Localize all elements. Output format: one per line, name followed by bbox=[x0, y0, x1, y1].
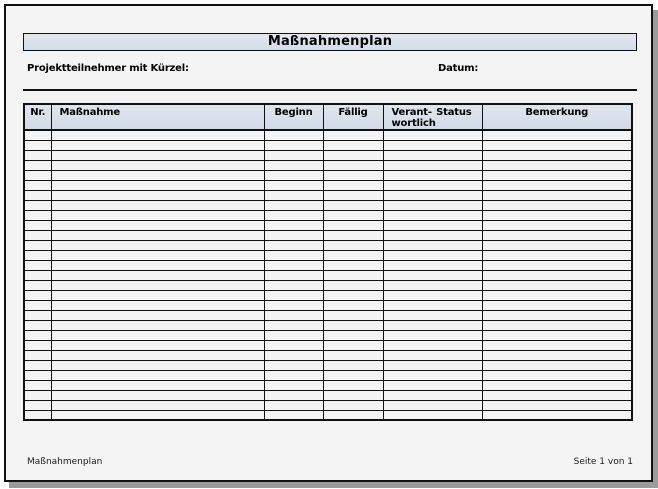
table-row bbox=[24, 380, 632, 390]
table-cell bbox=[24, 330, 51, 340]
table-cell bbox=[383, 320, 482, 330]
table-cell bbox=[24, 150, 51, 160]
form-title-bar bbox=[23, 33, 637, 51]
table-cell bbox=[24, 410, 51, 420]
table-cell bbox=[51, 390, 264, 400]
table-cell bbox=[51, 410, 264, 420]
table-row bbox=[24, 190, 632, 200]
table-row bbox=[24, 160, 632, 170]
table-cell bbox=[482, 280, 632, 290]
table-cell bbox=[24, 280, 51, 290]
table-cell bbox=[482, 300, 632, 310]
column-header-faellig: Fällig bbox=[323, 104, 383, 130]
table-cell bbox=[323, 180, 383, 190]
table-cell bbox=[51, 130, 264, 140]
table-row bbox=[24, 230, 632, 240]
table-cell bbox=[24, 370, 51, 380]
table-cell bbox=[383, 240, 482, 250]
table-cell bbox=[51, 190, 264, 200]
table-cell bbox=[323, 360, 383, 370]
footer-document-title: Maßnahmenplan bbox=[27, 457, 103, 467]
table-cell bbox=[264, 210, 323, 220]
table-row bbox=[24, 310, 632, 320]
table-row bbox=[24, 140, 632, 150]
table-cell bbox=[323, 250, 383, 260]
table-cell bbox=[264, 350, 323, 360]
table-cell bbox=[323, 410, 383, 420]
table-cell bbox=[482, 320, 632, 330]
table-cell bbox=[51, 300, 264, 310]
table-row bbox=[24, 210, 632, 220]
table-cell bbox=[24, 400, 51, 410]
table-cell bbox=[482, 240, 632, 250]
table-cell bbox=[264, 190, 323, 200]
table-cell bbox=[51, 350, 264, 360]
table-row bbox=[24, 180, 632, 190]
column-header-verantwortlich: Verant- wortlich bbox=[391, 107, 436, 129]
table-row bbox=[24, 400, 632, 410]
table-cell bbox=[51, 290, 264, 300]
table-cell bbox=[383, 160, 482, 170]
table-row bbox=[24, 290, 632, 300]
table-cell bbox=[264, 220, 323, 230]
table-cell bbox=[383, 180, 482, 190]
table-cell bbox=[51, 180, 264, 190]
table-header-row bbox=[24, 104, 632, 130]
table-cell bbox=[323, 200, 383, 210]
table-cell bbox=[24, 180, 51, 190]
column-header-bemerkung: Bemerkung bbox=[482, 104, 632, 130]
table-cell bbox=[323, 280, 383, 290]
table-cell bbox=[383, 290, 482, 300]
table-cell bbox=[24, 300, 51, 310]
table-cell bbox=[51, 330, 264, 340]
column-header-beginn: Beginn bbox=[264, 104, 323, 130]
table-cell bbox=[383, 400, 482, 410]
table-cell bbox=[264, 330, 323, 340]
table-cell bbox=[51, 160, 264, 170]
table-cell bbox=[482, 160, 632, 170]
table-cell bbox=[51, 280, 264, 290]
table-row bbox=[24, 320, 632, 330]
table-cell bbox=[482, 190, 632, 200]
table-row bbox=[24, 170, 632, 180]
form-page bbox=[4, 4, 653, 482]
table-cell bbox=[24, 130, 51, 140]
table-cell bbox=[482, 340, 632, 350]
table-cell bbox=[264, 230, 323, 240]
table-cell bbox=[383, 380, 482, 390]
table-row bbox=[24, 260, 632, 270]
table-row bbox=[24, 280, 632, 290]
table-cell bbox=[323, 330, 383, 340]
table-cell bbox=[51, 320, 264, 330]
table-cell bbox=[383, 280, 482, 290]
table-cell bbox=[323, 190, 383, 200]
table-cell bbox=[24, 250, 51, 260]
table-cell bbox=[264, 300, 323, 310]
table-cell bbox=[24, 230, 51, 240]
table-cell bbox=[323, 270, 383, 280]
table-cell bbox=[24, 350, 51, 360]
table-cell bbox=[323, 350, 383, 360]
header-separator bbox=[23, 89, 637, 91]
table-cell bbox=[383, 140, 482, 150]
table-cell bbox=[264, 340, 323, 350]
table-cell bbox=[51, 170, 264, 180]
table-cell bbox=[264, 180, 323, 190]
table-cell bbox=[383, 210, 482, 220]
table-cell bbox=[482, 170, 632, 180]
column-header-nr: Nr. bbox=[24, 104, 51, 130]
table-cell bbox=[482, 380, 632, 390]
table-cell bbox=[383, 270, 482, 280]
table-cell bbox=[482, 330, 632, 340]
table-cell bbox=[51, 340, 264, 350]
table-cell bbox=[383, 310, 482, 320]
table-cell bbox=[24, 380, 51, 390]
table-cell bbox=[323, 130, 383, 140]
table-cell bbox=[51, 360, 264, 370]
table-cell bbox=[24, 270, 51, 280]
table-cell bbox=[482, 360, 632, 370]
table-cell bbox=[482, 220, 632, 230]
table-row bbox=[24, 410, 632, 420]
table-cell bbox=[482, 400, 632, 410]
table-cell bbox=[323, 240, 383, 250]
table-cell bbox=[383, 340, 482, 350]
table-cell bbox=[51, 140, 264, 150]
table-cell bbox=[323, 140, 383, 150]
table-cell bbox=[383, 130, 482, 140]
table-cell bbox=[264, 140, 323, 150]
table-cell bbox=[323, 230, 383, 240]
table-row bbox=[24, 270, 632, 280]
table-cell bbox=[383, 200, 482, 210]
table-cell bbox=[264, 250, 323, 260]
table-cell bbox=[323, 390, 383, 400]
column-header-massnahme: Maßnahme bbox=[51, 104, 264, 130]
table-cell bbox=[24, 360, 51, 370]
table-row bbox=[24, 330, 632, 340]
table-cell bbox=[264, 200, 323, 210]
table-row bbox=[24, 150, 632, 160]
table-cell bbox=[323, 400, 383, 410]
table-cell bbox=[24, 160, 51, 170]
table-cell bbox=[323, 220, 383, 230]
form-title: Maßnahmenplan bbox=[267, 34, 393, 49]
table-cell bbox=[264, 360, 323, 370]
table-cell bbox=[51, 230, 264, 240]
table-cell bbox=[323, 210, 383, 220]
table-cell bbox=[383, 370, 482, 380]
table-cell bbox=[482, 410, 632, 420]
table-cell bbox=[383, 360, 482, 370]
table-cell bbox=[383, 190, 482, 200]
table-cell bbox=[323, 340, 383, 350]
table-cell bbox=[264, 310, 323, 320]
table-cell bbox=[51, 150, 264, 160]
table-cell bbox=[482, 270, 632, 280]
table-cell bbox=[264, 260, 323, 270]
column-header-verantwortlich-status bbox=[383, 104, 482, 130]
participants-label: Projektteilnehmer mit Kürzel: bbox=[27, 63, 189, 74]
table-cell bbox=[264, 320, 323, 330]
table-cell bbox=[51, 270, 264, 280]
table-row bbox=[24, 220, 632, 230]
date-label: Datum: bbox=[438, 63, 479, 74]
table-row bbox=[24, 340, 632, 350]
table-cell bbox=[482, 130, 632, 140]
table-cell bbox=[51, 240, 264, 250]
table-cell bbox=[482, 310, 632, 320]
table-row bbox=[24, 350, 632, 360]
table-cell bbox=[264, 410, 323, 420]
table-cell bbox=[24, 390, 51, 400]
table-row bbox=[24, 240, 632, 250]
table-cell bbox=[323, 170, 383, 180]
table-cell bbox=[482, 350, 632, 360]
table-cell bbox=[24, 310, 51, 320]
table-cell bbox=[264, 290, 323, 300]
table-cell bbox=[24, 170, 51, 180]
table-cell bbox=[482, 390, 632, 400]
table-cell bbox=[323, 380, 383, 390]
table-cell bbox=[323, 370, 383, 380]
table-cell bbox=[24, 190, 51, 200]
table-cell bbox=[264, 270, 323, 280]
table-cell bbox=[383, 230, 482, 240]
table-cell bbox=[383, 170, 482, 180]
table-cell bbox=[51, 380, 264, 390]
table-cell bbox=[482, 250, 632, 260]
table-cell bbox=[482, 260, 632, 270]
table-cell bbox=[264, 240, 323, 250]
column-header-status: Status bbox=[436, 107, 472, 118]
table-cell bbox=[264, 370, 323, 380]
table-cell bbox=[383, 150, 482, 160]
table-cell bbox=[264, 160, 323, 170]
table-cell bbox=[323, 260, 383, 270]
table-cell bbox=[24, 290, 51, 300]
table-cell bbox=[323, 310, 383, 320]
table-cell bbox=[51, 310, 264, 320]
table-cell bbox=[482, 150, 632, 160]
table-row bbox=[24, 130, 632, 140]
table-row bbox=[24, 250, 632, 260]
table-body bbox=[24, 130, 632, 420]
table-cell bbox=[264, 150, 323, 160]
table-cell bbox=[482, 370, 632, 380]
table-cell bbox=[264, 170, 323, 180]
table-cell bbox=[51, 250, 264, 260]
table-cell bbox=[383, 410, 482, 420]
table-cell bbox=[24, 320, 51, 330]
table-cell bbox=[24, 220, 51, 230]
table-cell bbox=[264, 390, 323, 400]
table-cell bbox=[482, 140, 632, 150]
table-cell bbox=[24, 260, 51, 270]
footer-page-number: Seite 1 von 1 bbox=[573, 457, 633, 467]
table-cell bbox=[383, 390, 482, 400]
table-cell bbox=[323, 160, 383, 170]
table-cell bbox=[383, 330, 482, 340]
table-cell bbox=[264, 380, 323, 390]
table-row bbox=[24, 200, 632, 210]
table-cell bbox=[51, 370, 264, 380]
table-row bbox=[24, 360, 632, 370]
table-cell bbox=[24, 240, 51, 250]
table-cell bbox=[24, 340, 51, 350]
table-cell bbox=[383, 260, 482, 270]
table-cell bbox=[51, 260, 264, 270]
table-cell bbox=[383, 220, 482, 230]
table-cell bbox=[383, 350, 482, 360]
table-cell bbox=[323, 150, 383, 160]
table-cell bbox=[383, 250, 482, 260]
table-cell bbox=[264, 280, 323, 290]
table-cell bbox=[51, 210, 264, 220]
table-cell bbox=[51, 400, 264, 410]
table-cell bbox=[323, 300, 383, 310]
table-cell bbox=[264, 130, 323, 140]
table-cell bbox=[323, 290, 383, 300]
table-cell bbox=[482, 200, 632, 210]
table-cell bbox=[482, 180, 632, 190]
table-cell bbox=[24, 140, 51, 150]
table-row bbox=[24, 370, 632, 380]
table-cell bbox=[323, 320, 383, 330]
action-plan-table bbox=[23, 103, 633, 421]
table-cell bbox=[264, 400, 323, 410]
table-cell bbox=[482, 210, 632, 220]
table-cell bbox=[482, 230, 632, 240]
table-cell bbox=[51, 220, 264, 230]
table-row bbox=[24, 390, 632, 400]
table-cell bbox=[383, 300, 482, 310]
table-cell bbox=[482, 290, 632, 300]
table-row bbox=[24, 300, 632, 310]
table-cell bbox=[24, 200, 51, 210]
table-cell bbox=[51, 200, 264, 210]
table-cell bbox=[24, 210, 51, 220]
